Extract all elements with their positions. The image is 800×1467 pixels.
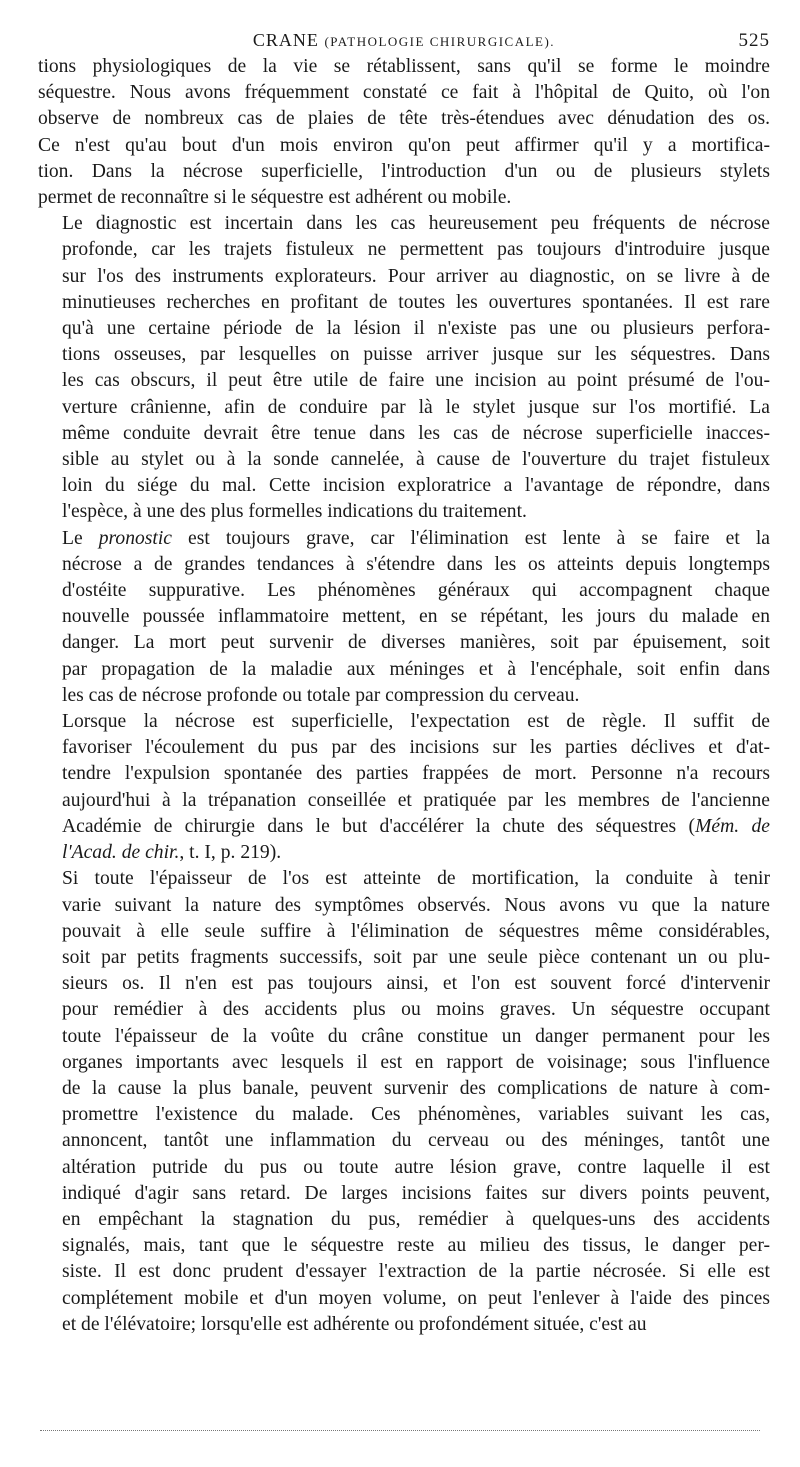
text-line: tions osseuses, par lesquelles on puisse arriver jusque sur les séquestres. Dans [62, 344, 770, 366]
text-line: tendre l'expulsion spontanée des parties frappées de mort. Personne n'a recours [62, 763, 770, 785]
text-line: signalés, mais, tant que le séquestre reste au milieu des tissus, le danger per- [62, 1235, 770, 1257]
text-line: sur l'os des instruments explorateurs. Pour arriver au diagnostic, on se livre à de [62, 265, 770, 287]
text-line: tions physiologiques de la vie se rétablissent, sans qu'il se forme le moindre [38, 56, 770, 77]
text-line: et de l'élévatoire; lorsqu'elle est adhérente ou profondément située, c'est au [62, 1313, 647, 1335]
page-number: 525 [738, 30, 770, 51]
text-line: complétement mobile et d'un moyen volume, on peut l'enlever à l'aide des pinces [62, 1287, 770, 1309]
text-line: favoriser l'écoulement du pus par des incisions sur les parties déclives et d'at- [62, 737, 770, 759]
text-line: d'ostéite suppurative. Les phénomènes généraux qui accompagnent chaque [62, 580, 770, 602]
text-line: Ce n'est qu'au bout d'un mois environ qu'on peut affirmer qu'il y a mortifica- [38, 134, 770, 156]
text-line: loin du siége du mal. Cette incision exploratrice a l'avantage de répondre, dans [62, 475, 770, 497]
text-line: sible au stylet ou à la sonde cannelée, à cause de l'ouverture du trajet fistuleux [62, 449, 770, 471]
text-line: les cas de nécrose profonde ou totale par compression du cerveau. [62, 684, 580, 706]
paragraph [38, 54, 770, 211]
text-line: de la cause la plus banale, peuvent survenir des complications de nature à com- [62, 1077, 770, 1099]
bottom-dotted-rule [40, 1430, 760, 1431]
text-line: pouvait à elle seule suffire à l'élimination de séquestres même considérables, [62, 920, 770, 942]
text-line: indiqué d'agir sans retard. De larges incisions faites sur divers points peuvent, [62, 1182, 770, 1204]
text-line: tion. Dans la nécrose superficielle, l'introduction d'un ou de plusieurs stylets [38, 160, 770, 182]
running-head [38, 24, 770, 54]
text-line: Académie de chirurgie dans le but d'accélérer la chute des séquestres (Mém. de [62, 815, 770, 837]
text-line: soit par petits fragments successifs, soit par une seule pièce contenant un ou plu- [62, 946, 770, 968]
text-line: altération putride du pus ou toute autre lésion grave, contre laquelle il est [62, 1156, 770, 1178]
page [38, 24, 770, 1338]
text-line: permet de reconnaître si le séquestre est adhérent ou mobile. [38, 187, 512, 209]
text-line: nouvelle poussée inflammatoire mettent, en se répétant, les jours du malade en [62, 606, 770, 628]
text-line: Le pronostic est toujours grave, car l'élimination est lente à se faire et la [62, 527, 770, 549]
text-line: toute l'épaisseur de la voûte du crâne constitue un danger permanent pour les [62, 1025, 770, 1047]
text-line: Si toute l'épaisseur de l'os est atteinte de mortification, la conduite à tenir [62, 868, 770, 890]
paragraph [38, 866, 770, 1338]
running-title-subtitle: (PATHOLOGIE CHIRURGICALE). [324, 34, 556, 49]
paragraph [38, 211, 770, 525]
text-line: promettre l'existence du malade. Ces phénomènes, variables suivant les cas, [62, 1104, 770, 1126]
text-line: l'Acad. de chir., t. I, p. 219). [62, 842, 282, 864]
text-line: nécrose a de grandes tendances à s'étendre dans les os atteints depuis longtemps [62, 553, 770, 575]
text-line: danger. La mort peut survenir de diverses manières, soit par épuisement, soit [62, 632, 770, 654]
text-line: annoncent, tantôt une inflammation du cerveau ou des méninges, tantôt une [62, 1130, 770, 1152]
paragraph [38, 526, 770, 709]
text-line: organes importants avec lesquels il est en rapport de voisinage; sous l'influence [62, 1051, 770, 1073]
text-line: par propagation de la maladie aux méninges et à l'encéphale, soit enfin dans [62, 658, 770, 680]
text-line: pour remédier à des accidents plus ou moins graves. Un séquestre occupant [62, 999, 770, 1021]
text-line: même conduite devrait être tenue dans les cas de nécrose superficielle inacces- [62, 422, 770, 444]
text-line: qu'à une certaine période de la lésion il n'existe pas une ou plusieurs perfora- [62, 318, 770, 340]
text-line: aujourd'hui à la trépanation conseillée et pratiquée par les membres de l'ancienne [62, 789, 770, 811]
text-line: minutieuses recherches en profitant de toutes les ouvertures spontanées. Il est rare [62, 291, 770, 313]
text-line: séquestre. Nous avons fréquemment constaté ce fait à l'hôpital de Quito, où l'on [38, 82, 770, 104]
text-line: siste. Il est donc prudent d'essayer l'extraction de la partie nécrosée. Si elle est [62, 1261, 770, 1283]
running-title-main: CRANE [252, 30, 319, 50]
text-line: les cas obscurs, il peut être utile de faire une incision au point présumé de l'ou- [62, 370, 770, 392]
paragraph [38, 709, 770, 866]
text-line: verture crânienne, afin de conduire par là le stylet jusque sur l'os mortifié. La [62, 396, 770, 418]
text-line: en empêchant la stagnation du pus, remédier à quelques-uns des accidents [62, 1208, 770, 1230]
text-line: observe de nombreux cas de plaies de tête très-étendues avec dénudation des os. [38, 108, 770, 130]
body-text [38, 54, 770, 1338]
text-line: sieurs os. Il n'en est pas toujours ainsi, et l'on est souvent forcé d'intervenir [62, 973, 770, 995]
text-line: l'espèce, à une des plus formelles indications du traitement. [62, 501, 527, 523]
text-line: Lorsque la nécrose est superficielle, l'expectation est de règle. Il suffit de [62, 711, 770, 733]
text-line: profonde, car les trajets fistuleux ne permettent pas toujours d'introduire jusque [62, 239, 770, 261]
running-title [38, 30, 770, 51]
text-line: Le diagnostic est incertain dans les cas heureusement peu fréquents de nécrose [62, 213, 770, 235]
text-line: varie suivant la nature des symptômes observés. Nous avons vu que la nature [62, 894, 770, 916]
